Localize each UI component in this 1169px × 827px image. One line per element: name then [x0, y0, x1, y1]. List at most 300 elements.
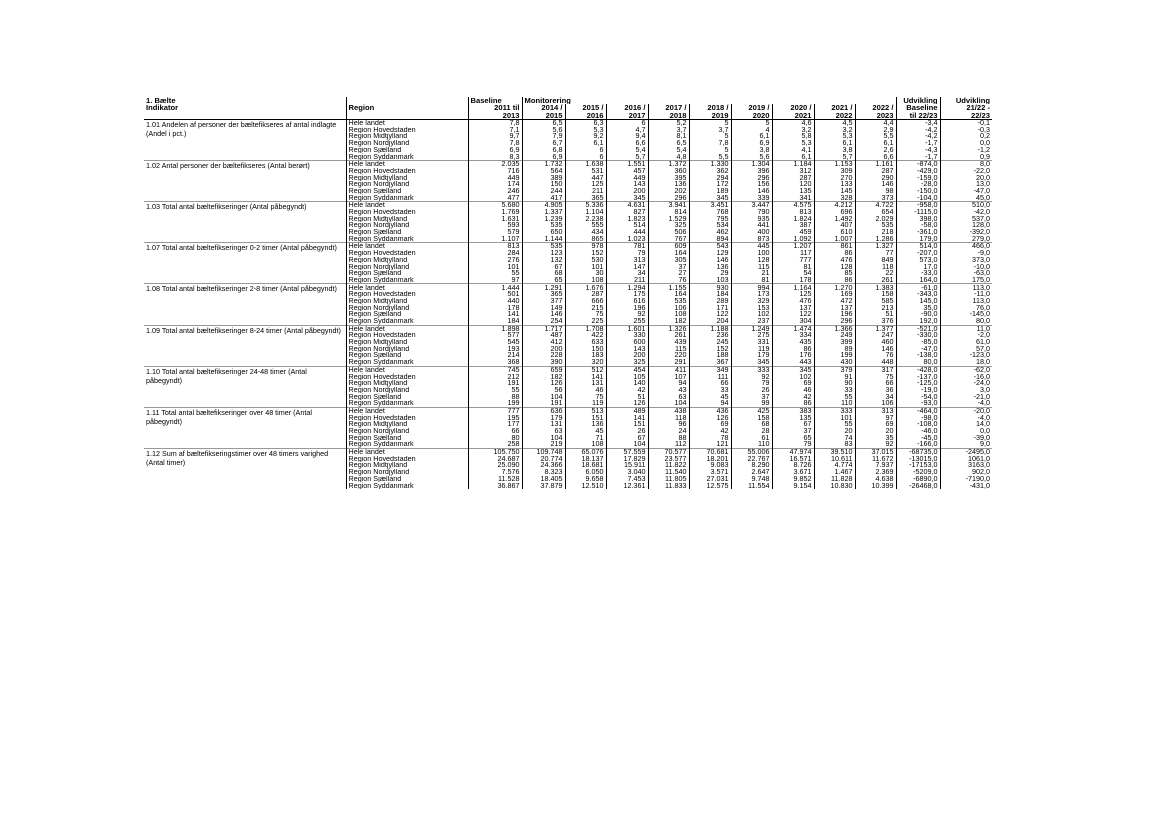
value-cell: 42 [689, 428, 731, 435]
value-cell: 20 [855, 428, 896, 435]
value-cell: -39,0 [940, 435, 992, 442]
value-cell: 104 [522, 435, 565, 442]
value-cell: -33,0 [896, 270, 940, 277]
value-cell: 66 [689, 380, 731, 387]
value-cell: -4,2 [896, 127, 940, 134]
value-cell: 115 [731, 263, 772, 270]
value-cell: -428,0 [896, 366, 940, 373]
value-cell: -24,0 [940, 380, 992, 387]
value-cell: 367 [689, 359, 731, 366]
value-cell: 51 [606, 393, 648, 400]
value-cell: 1.184 [772, 161, 814, 168]
value-cell: -521,0 [896, 325, 940, 332]
value-cell: 152 [689, 346, 731, 353]
value-cell: 141 [606, 414, 648, 421]
value-cell: 287 [772, 174, 814, 181]
value-cell: 564 [522, 168, 565, 175]
value-cell: 220 [648, 352, 689, 359]
value-cell: -104,0 [896, 194, 940, 201]
value-cell: 873 [731, 236, 772, 243]
value-cell: 169 [814, 291, 855, 298]
value-cell: 246 [468, 188, 522, 195]
value-cell: -2,0 [940, 332, 992, 339]
value-cell: 121 [689, 441, 731, 448]
value-cell: 199 [468, 400, 522, 407]
value-cell: 16.571 [772, 456, 814, 463]
indicator-label: 1.12 Sum af bæltefikseringstimer over 48 timers varighed (Antal timer) [144, 448, 346, 489]
region-cell: Hele landet [346, 366, 468, 373]
value-cell: 1.144 [522, 236, 565, 243]
value-cell: 75 [855, 373, 896, 380]
region-cell: Region Syddanmark [346, 318, 468, 325]
value-cell: 11.805 [648, 476, 689, 483]
value-cell: 441 [731, 222, 772, 229]
value-cell: 11.833 [648, 482, 689, 489]
value-cell: 42 [606, 387, 648, 394]
value-cell: 136 [565, 421, 606, 428]
value-cell: 654 [855, 209, 896, 216]
table-row [144, 366, 992, 373]
value-cell: 102 [731, 311, 772, 318]
value-cell: 218 [855, 229, 896, 236]
value-cell: -11,0 [940, 291, 992, 298]
value-cell: 3.040 [606, 469, 648, 476]
value-cell: 119 [565, 400, 606, 407]
value-cell: 10.399 [855, 482, 896, 489]
value-cell: -0,3 [940, 127, 992, 134]
value-cell: 3.671 [772, 469, 814, 476]
value-cell: 106 [855, 400, 896, 407]
value-cell: 57.559 [606, 448, 648, 455]
value-cell: 141 [468, 311, 522, 318]
value-cell: 11,0 [940, 325, 992, 332]
value-cell: 0,9 [940, 153, 992, 160]
value-cell: 65 [772, 435, 814, 442]
value-cell: 445 [731, 243, 772, 250]
value-cell: -958,0 [896, 202, 940, 209]
value-cell: 146 [731, 188, 772, 195]
value-cell: 36 [855, 387, 896, 394]
value-cell: 135 [772, 414, 814, 421]
value-cell: 5 [689, 147, 731, 154]
value-cell: 477 [468, 194, 522, 201]
value-cell: 71 [565, 435, 606, 442]
region-cell: Region Hovedstaden [346, 332, 468, 339]
value-cell: 325 [606, 359, 648, 366]
year-top-1: 2014 / [522, 104, 565, 111]
value-cell: 129 [689, 250, 731, 257]
region-cell: Region Sjælland [346, 393, 468, 400]
value-cell: 1.337 [522, 209, 565, 216]
value-cell: 122 [689, 311, 731, 318]
value-cell: 339 [731, 194, 772, 201]
value-cell: 76 [648, 277, 689, 284]
value-cell: 1.270 [814, 284, 855, 291]
value-cell: 98 [855, 188, 896, 195]
value-cell: 535 [855, 222, 896, 229]
value-cell: 178 [468, 304, 522, 311]
value-cell: 487 [522, 332, 565, 339]
value-cell: 12.510 [565, 482, 606, 489]
value-cell: 175,0 [940, 277, 992, 284]
value-cell: 7,1 [468, 127, 522, 134]
value-cell: 3,2 [814, 127, 855, 134]
value-cell: 24 [648, 428, 689, 435]
year-bottom-11: 22/23 [940, 112, 992, 120]
value-cell: 514,0 [896, 243, 940, 250]
value-cell: 376 [855, 318, 896, 325]
value-cell: 894 [689, 236, 731, 243]
value-cell: 92 [855, 441, 896, 448]
year-top-6: 2019 / [731, 104, 772, 111]
value-cell: 136 [648, 181, 689, 188]
value-cell: 11.672 [855, 456, 896, 463]
value-cell: 4.774 [814, 462, 855, 469]
value-cell: 3.447 [731, 202, 772, 209]
value-cell: 666 [565, 298, 606, 305]
value-cell: 193 [468, 346, 522, 353]
value-cell: 147 [606, 263, 648, 270]
value-cell: 86 [814, 277, 855, 284]
value-cell: 600 [606, 339, 648, 346]
value-cell: 328 [814, 194, 855, 201]
value-cell: 83 [814, 441, 855, 448]
value-cell: 6.050 [565, 469, 606, 476]
value-cell: 6,1 [772, 153, 814, 160]
value-cell: 179 [731, 352, 772, 359]
value-cell: 110 [731, 441, 772, 448]
value-cell: 296 [731, 174, 772, 181]
value-cell: -62,0 [940, 366, 992, 373]
value-cell: 37 [731, 393, 772, 400]
value-cell: 2.029 [855, 216, 896, 223]
value-cell: 345 [606, 194, 648, 201]
value-cell: -54,0 [896, 393, 940, 400]
value-cell: 304 [772, 318, 814, 325]
value-cell: 1.631 [468, 216, 522, 223]
value-cell: 10.830 [814, 482, 855, 489]
value-cell: 103 [689, 277, 731, 284]
value-cell: 284 [468, 250, 522, 257]
value-cell: 80 [468, 435, 522, 442]
value-cell: 476 [814, 257, 855, 264]
value-cell: 1.286 [855, 236, 896, 243]
indicator-label: 1.11 Total antal bæltefikseringer over 48 timer (Antal påbegyndt) [144, 407, 346, 448]
value-cell: 261 [855, 277, 896, 284]
indicator-label: 1.09 Total antal bæltefikseringer 8-24 timer (Antal påbegyndt) [144, 325, 346, 366]
value-cell: 543 [689, 243, 731, 250]
value-cell: 6,1 [855, 140, 896, 147]
value-cell: -138,0 [896, 352, 940, 359]
value-cell: 5,3 [814, 133, 855, 140]
value-cell: 199 [814, 352, 855, 359]
value-cell: 145,0 [896, 298, 940, 305]
value-cell: 37.015 [855, 448, 896, 455]
value-cell: 935 [731, 216, 772, 223]
value-cell: 745 [468, 366, 522, 373]
value-cell: 146 [855, 346, 896, 353]
value-cell: 294 [689, 174, 731, 181]
value-cell: 258 [468, 441, 522, 448]
value-cell: 345 [689, 194, 731, 201]
value-cell: 158 [855, 291, 896, 298]
udvikling-header-2: Udvikling [940, 97, 992, 104]
value-cell: -123,0 [940, 352, 992, 359]
value-cell: 5,5 [855, 133, 896, 140]
value-cell: 1.327 [855, 243, 896, 250]
value-cell: 68 [522, 270, 565, 277]
value-cell: 6,5 [648, 140, 689, 147]
value-cell: 287 [565, 291, 606, 298]
value-cell: 387 [772, 222, 814, 229]
value-cell: 237 [731, 318, 772, 325]
value-cell: -330,0 [896, 332, 940, 339]
value-cell: 1.769 [468, 209, 522, 216]
value-cell: 313 [606, 257, 648, 264]
value-cell: 4,5 [814, 119, 855, 126]
value-cell: 305 [648, 257, 689, 264]
value-cell: 146 [522, 311, 565, 318]
value-cell: 244 [522, 188, 565, 195]
value-cell: 126 [522, 380, 565, 387]
year-top-7: 2020 / [772, 104, 814, 111]
value-cell: 88 [648, 435, 689, 442]
value-cell: 164,0 [896, 277, 940, 284]
value-cell: -47,0 [896, 346, 940, 353]
value-cell: 143 [606, 346, 648, 353]
value-cell: 510,0 [940, 202, 992, 209]
value-cell: 0,0 [940, 428, 992, 435]
value-cell: 215 [565, 304, 606, 311]
value-cell: 67 [606, 435, 648, 442]
value-cell: 196 [606, 304, 648, 311]
value-cell: 182 [522, 373, 565, 380]
value-cell: 23.577 [648, 456, 689, 463]
value-cell: 69 [772, 380, 814, 387]
value-cell: 0,0 [940, 140, 992, 147]
value-cell: -361,0 [896, 229, 940, 236]
value-cell: 204 [689, 318, 731, 325]
value-cell: 29 [689, 270, 731, 277]
value-cell: 89 [814, 346, 855, 353]
value-cell: 609 [648, 243, 689, 250]
indicator-label: 1.02 Antal personer der bæltefikseres (Antal berørt) [144, 161, 346, 202]
value-cell: -145,0 [940, 311, 992, 318]
value-cell: 3.451 [689, 202, 731, 209]
value-cell: -13015,0 [896, 456, 940, 463]
value-cell: 396 [731, 168, 772, 175]
value-cell: 79 [772, 441, 814, 448]
value-cell: 140 [606, 380, 648, 387]
value-cell: 245 [689, 339, 731, 346]
value-cell: 6,1 [814, 140, 855, 147]
value-cell: 56 [522, 387, 565, 394]
value-cell: 449 [606, 174, 648, 181]
value-cell: 5,7 [606, 153, 648, 160]
value-cell: 94 [689, 400, 731, 407]
value-cell: 6 [565, 147, 606, 154]
value-cell: 7.937 [855, 462, 896, 469]
region-cell: Hele landet [346, 243, 468, 250]
value-cell: 108 [565, 441, 606, 448]
value-cell: 135 [772, 188, 814, 195]
indicator-label: 1.01 Andelen af personer der bæltefikseres af antal indlagte (Andel i pct.) [146, 119, 337, 138]
value-cell: 149 [522, 304, 565, 311]
value-cell: 9,0 [940, 441, 992, 448]
value-cell: 6,9 [468, 147, 522, 154]
value-cell: 1.551 [606, 161, 648, 168]
value-cell: 192,0 [896, 318, 940, 325]
value-cell: 108 [565, 277, 606, 284]
value-cell: 42 [772, 393, 814, 400]
value-cell: -0,1 [940, 119, 992, 126]
value-cell: 18.405 [522, 476, 565, 483]
value-cell: 1.161 [855, 161, 896, 168]
year-top-5: 2018 / [689, 104, 731, 111]
value-cell: 97 [855, 414, 896, 421]
value-cell: 10.611 [814, 456, 855, 463]
value-cell: 182 [648, 318, 689, 325]
value-cell: 3163,0 [940, 462, 992, 469]
year-top-2: 2015 / [565, 104, 606, 111]
value-cell: 9,2 [565, 133, 606, 140]
value-cell: 6 [606, 119, 648, 126]
region-cell: Region Hovedstaden [346, 250, 468, 257]
region-cell: Region Hovedstaden [346, 291, 468, 298]
table-row [144, 119, 992, 126]
region-cell: Region Sjælland [346, 435, 468, 442]
value-cell: 214 [468, 352, 522, 359]
value-cell: 200 [606, 188, 648, 195]
value-cell: 5.336 [565, 202, 606, 209]
value-cell: 362 [689, 168, 731, 175]
value-cell: 225 [565, 318, 606, 325]
region-cell: Region Nordjylland [346, 428, 468, 435]
value-cell: 5,2 [648, 119, 689, 126]
value-cell: 345 [731, 359, 772, 366]
value-cell: 118 [648, 414, 689, 421]
value-cell: -10,0 [940, 263, 992, 270]
value-cell: 1.304 [731, 161, 772, 168]
value-cell: 696 [814, 209, 855, 216]
value-cell: 152 [565, 250, 606, 257]
value-cell: 430 [814, 359, 855, 366]
value-cell: 555 [565, 222, 606, 229]
value-cell: -392,0 [940, 229, 992, 236]
value-cell: 593 [468, 222, 522, 229]
value-cell: 1.601 [606, 325, 648, 332]
value-cell: 3.941 [648, 202, 689, 209]
value-cell: -1,2 [940, 147, 992, 154]
value-cell: 126 [606, 400, 648, 407]
value-cell: 172 [689, 181, 731, 188]
value-cell: 164 [648, 291, 689, 298]
value-cell: 440 [468, 298, 522, 305]
value-cell: 313 [855, 407, 896, 414]
region-cell: Region Syddanmark [346, 236, 468, 243]
value-cell: 15.911 [606, 462, 648, 469]
value-cell: 7.453 [606, 476, 648, 483]
value-cell: 86 [772, 346, 814, 353]
value-cell: 189 [689, 188, 731, 195]
value-cell: 113,0 [940, 284, 992, 291]
value-cell: 26 [731, 387, 772, 394]
value-cell: 444 [606, 229, 648, 236]
value-cell: -207,0 [896, 250, 940, 257]
value-cell: 489 [606, 407, 648, 414]
value-cell: 5,6 [522, 127, 565, 134]
value-cell: -85,0 [896, 339, 940, 346]
value-cell: 18.137 [565, 456, 606, 463]
value-cell: 1.294 [606, 284, 648, 291]
value-cell: 119 [731, 346, 772, 353]
value-cell: 65.076 [565, 448, 606, 455]
region-cell: Region Midtjylland [346, 133, 468, 140]
value-cell: 11.540 [648, 469, 689, 476]
value-cell: -19,0 [896, 387, 940, 394]
region-cell: Region Hovedstaden [346, 127, 468, 134]
region-cell: Region Midtjylland [346, 421, 468, 428]
value-cell: 47.974 [772, 448, 814, 455]
value-cell: -137,0 [896, 373, 940, 380]
value-cell: 1.330 [689, 161, 731, 168]
value-cell: 92 [606, 311, 648, 318]
value-cell: 435 [772, 339, 814, 346]
region-cell: Hele landet [346, 202, 468, 209]
value-cell: 85 [814, 270, 855, 277]
value-cell: -68735,0 [896, 448, 940, 455]
value-cell: 4,6 [772, 119, 814, 126]
value-cell: 20.774 [522, 456, 565, 463]
value-cell: -6890,0 [896, 476, 940, 483]
value-cell: 132 [522, 257, 565, 264]
value-cell: 122 [772, 311, 814, 318]
value-cell: 978 [565, 243, 606, 250]
region-cell: Region Sjælland [346, 270, 468, 277]
value-cell: -5209,0 [896, 469, 940, 476]
value-cell: 849 [855, 257, 896, 264]
value-cell: 360 [648, 168, 689, 175]
value-cell: 178 [772, 277, 814, 284]
value-cell: 296 [648, 194, 689, 201]
value-cell: 174 [468, 181, 522, 188]
value-cell: 1.377 [855, 325, 896, 332]
value-cell: 22 [855, 270, 896, 277]
value-cell: 6 [565, 153, 606, 160]
value-cell: 6,6 [855, 153, 896, 160]
value-cell: 1.239 [522, 216, 565, 223]
value-cell: 211 [606, 277, 648, 284]
data-table [144, 97, 992, 489]
region-cell: Region Sjælland [346, 352, 468, 359]
value-cell: 200 [606, 352, 648, 359]
value-cell: 454 [606, 366, 648, 373]
value-cell: -47,0 [940, 188, 992, 195]
monitorering-header: Monitorering [522, 97, 896, 104]
value-cell: 317 [855, 366, 896, 373]
region-cell: Hele landet [346, 284, 468, 291]
indicator-label: 1.03 Total antal bæltefikseringer (Antal påbegyndt) [144, 202, 346, 243]
value-cell: -93,0 [896, 400, 940, 407]
value-cell: 291 [648, 359, 689, 366]
year-top-11: 21/22 - [940, 104, 992, 111]
value-cell: 4.722 [855, 202, 896, 209]
value-cell: 45,0 [940, 194, 992, 201]
value-cell: 219 [522, 441, 565, 448]
value-cell: 514 [606, 222, 648, 229]
value-cell: 104 [606, 441, 648, 448]
value-cell: 6,1 [731, 133, 772, 140]
